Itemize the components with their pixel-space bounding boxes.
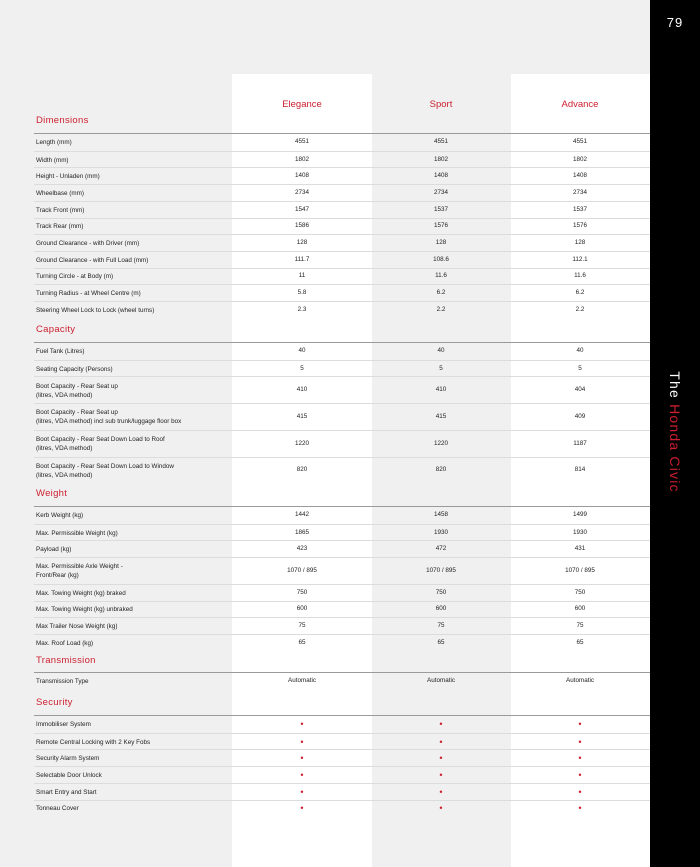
spec-row bbox=[34, 800, 650, 817]
spec-value: 1187 bbox=[573, 439, 587, 447]
spec-label bbox=[36, 562, 123, 580]
spec-row bbox=[34, 184, 650, 201]
spec-value: 404 bbox=[574, 386, 586, 394]
spec-label bbox=[36, 639, 93, 648]
standard-feature-dot: • bbox=[578, 718, 582, 729]
spec-row bbox=[34, 601, 650, 618]
column-header-sport: Sport bbox=[429, 99, 453, 110]
standard-feature-dot: • bbox=[439, 718, 443, 729]
spec-value: 6.2 bbox=[436, 289, 446, 297]
standard-feature-dot: • bbox=[439, 753, 443, 764]
spec-value: 40 bbox=[437, 346, 445, 354]
standard-feature-dot: • bbox=[439, 769, 443, 780]
spec-label bbox=[36, 738, 150, 747]
side-title-brand: Honda Civic bbox=[667, 404, 683, 493]
spec-value: 1408 bbox=[572, 172, 587, 180]
spec-label-line: Max. Towing Weight (kg) braked bbox=[36, 589, 126, 597]
spec-row bbox=[34, 343, 650, 360]
spec-label bbox=[36, 206, 84, 215]
spec-label-line: Max. Roof Load (kg) bbox=[36, 639, 94, 647]
spec-value: 4551 bbox=[294, 137, 309, 145]
spec-row bbox=[34, 403, 650, 430]
spec-label bbox=[36, 272, 113, 281]
spec-value: Automatic bbox=[566, 676, 594, 684]
spec-value: 415 bbox=[296, 412, 308, 420]
spec-value: 108.6 bbox=[433, 255, 449, 263]
spec-value: 600 bbox=[574, 605, 586, 613]
standard-feature-dot: • bbox=[300, 769, 304, 780]
spec-label bbox=[36, 771, 102, 780]
spec-value: 75 bbox=[298, 622, 306, 630]
spec-label bbox=[36, 788, 97, 797]
spec-row bbox=[34, 268, 650, 285]
spec-label-line: Max Trailer Nose Weight (kg) bbox=[36, 623, 118, 631]
spec-label-line: Kerb Weight (kg) bbox=[36, 511, 84, 519]
standard-feature-dot: • bbox=[439, 786, 443, 797]
spec-label bbox=[36, 382, 118, 400]
spec-label bbox=[36, 408, 181, 426]
spec-value: 1802 bbox=[572, 155, 587, 163]
standard-feature-dot: • bbox=[300, 803, 304, 814]
spec-label-line: Max. Permissible Axle Weight - bbox=[36, 563, 123, 571]
standard-feature-dot: • bbox=[300, 736, 304, 747]
standard-feature-dot: • bbox=[578, 803, 582, 814]
spec-value: 65 bbox=[576, 638, 584, 646]
spec-label-line: Fuel Tank (Litres) bbox=[36, 347, 85, 355]
spec-row bbox=[34, 716, 650, 733]
spec-label bbox=[36, 545, 71, 554]
spec-label-line: (litres, VDA method) bbox=[36, 445, 93, 453]
spec-value: 2734 bbox=[433, 188, 448, 196]
spec-value: 410 bbox=[296, 386, 308, 394]
spec-label bbox=[36, 435, 165, 453]
spec-value: 1220 bbox=[294, 439, 309, 447]
spec-row bbox=[34, 524, 650, 541]
spec-label bbox=[36, 462, 174, 480]
spec-value: 1576 bbox=[433, 222, 448, 230]
spec-value: 750 bbox=[435, 588, 447, 596]
spec-value: 600 bbox=[296, 605, 308, 613]
spec-row bbox=[34, 584, 650, 601]
spec-value: 40 bbox=[576, 346, 584, 354]
column-header-advance: Advance bbox=[561, 99, 599, 110]
spec-value: 415 bbox=[435, 412, 447, 420]
standard-feature-dot: • bbox=[439, 736, 443, 747]
spec-label bbox=[36, 605, 133, 614]
spec-value: 1865 bbox=[294, 528, 309, 536]
section-title-transmission: Transmission bbox=[36, 655, 96, 666]
spec-label-line: Boot Capacity - Rear Seat Down Load to Window bbox=[36, 462, 174, 470]
spec-value: 814 bbox=[574, 466, 586, 474]
spec-value: 2734 bbox=[572, 188, 587, 196]
standard-feature-dot: • bbox=[578, 786, 582, 797]
spec-label bbox=[36, 189, 84, 198]
spec-row bbox=[34, 201, 650, 218]
spec-label-line: Ground Clearance - with Full Load (mm) bbox=[36, 256, 149, 264]
spec-value: 2734 bbox=[294, 188, 309, 196]
spec-value: Automatic bbox=[427, 676, 455, 684]
spec-label-line: Transmission Type bbox=[36, 677, 89, 685]
spec-label bbox=[36, 289, 141, 298]
spec-value: 1930 bbox=[433, 528, 448, 536]
spec-label-line: Width (mm) bbox=[36, 156, 69, 164]
spec-label-line: Length (mm) bbox=[36, 138, 72, 146]
spec-label-line: Remote Central Locking with 2 Key Fobs bbox=[36, 738, 151, 746]
spec-label bbox=[36, 529, 118, 538]
spec-row bbox=[34, 151, 650, 168]
spec-label bbox=[36, 804, 79, 813]
spec-row bbox=[34, 430, 650, 457]
spec-value: 820 bbox=[435, 466, 447, 474]
spec-row bbox=[34, 301, 650, 318]
standard-feature-dot: • bbox=[300, 786, 304, 797]
standard-feature-dot: • bbox=[300, 753, 304, 764]
spec-value: 750 bbox=[574, 588, 586, 596]
spec-value: 6.2 bbox=[575, 289, 585, 297]
spec-value: Automatic bbox=[288, 676, 316, 684]
spec-label bbox=[36, 754, 99, 763]
spec-label-line: Front/Rear (kg) bbox=[36, 572, 79, 580]
section-title-security: Security bbox=[36, 697, 73, 708]
spec-value: 5 bbox=[439, 364, 443, 372]
spec-value: 2.2 bbox=[436, 305, 446, 313]
spec-value: 40 bbox=[298, 346, 306, 354]
spec-row bbox=[34, 557, 650, 584]
spec-label bbox=[36, 138, 72, 147]
spec-value: 1537 bbox=[572, 205, 587, 213]
spec-value: 75 bbox=[437, 622, 445, 630]
spec-label-line: Steering Wheel Lock to Lock (wheel turns) bbox=[36, 306, 155, 314]
spec-value: 750 bbox=[296, 588, 308, 596]
spec-value: 128 bbox=[296, 239, 308, 247]
spec-row bbox=[34, 733, 650, 750]
spec-value: 409 bbox=[574, 412, 586, 420]
spec-row bbox=[34, 218, 650, 235]
spec-row bbox=[34, 783, 650, 800]
spec-value: 600 bbox=[435, 605, 447, 613]
spec-row bbox=[34, 360, 650, 377]
spec-value: 128 bbox=[574, 239, 586, 247]
section-title-capacity: Capacity bbox=[36, 324, 76, 335]
spec-label-line: Tonneau Cover bbox=[36, 805, 79, 813]
spec-row bbox=[34, 457, 650, 484]
spec-value: 1802 bbox=[294, 155, 309, 163]
spec-label-line: Max. Towing Weight (kg) unbraked bbox=[36, 606, 133, 614]
spec-value: 11.6 bbox=[574, 272, 586, 280]
spec-value: 128 bbox=[435, 239, 447, 247]
spec-value: 1070 / 895 bbox=[426, 566, 456, 574]
side-title bbox=[667, 371, 683, 493]
spec-row bbox=[34, 540, 650, 557]
spec-label bbox=[36, 306, 154, 315]
spec-label bbox=[36, 239, 139, 248]
spec-row bbox=[34, 376, 650, 403]
spec-label bbox=[36, 222, 83, 231]
spec-label-line: (litres, VDA method) bbox=[36, 391, 93, 399]
spec-value: 1442 bbox=[294, 510, 309, 518]
spec-row bbox=[34, 634, 650, 651]
spec-label bbox=[36, 156, 69, 165]
spec-value: 4551 bbox=[572, 137, 587, 145]
spec-row bbox=[34, 507, 650, 524]
standard-feature-dot: • bbox=[578, 753, 582, 764]
spec-label-line: Selectable Door Unlock bbox=[36, 771, 102, 779]
spec-value: 1220 bbox=[433, 439, 448, 447]
spec-label-line: Turning Radius - at Wheel Centre (m) bbox=[36, 290, 141, 298]
spec-value: 1408 bbox=[294, 172, 309, 180]
spec-row bbox=[34, 251, 650, 268]
spec-label bbox=[36, 720, 91, 729]
spec-value: 111.7 bbox=[294, 255, 310, 263]
section-title-weight: Weight bbox=[36, 488, 68, 499]
spec-value: 11 bbox=[298, 272, 306, 280]
spec-value: 472 bbox=[435, 545, 447, 553]
spec-label bbox=[36, 365, 113, 374]
spec-value: 2.2 bbox=[575, 305, 585, 313]
spec-label-line: Turning Circle - at Body (m) bbox=[36, 273, 114, 281]
spec-value: 1802 bbox=[433, 155, 448, 163]
spec-value: 2.3 bbox=[297, 305, 307, 313]
spec-label-line: Boot Capacity - Rear Seat Down Load to Roof bbox=[36, 436, 165, 444]
spec-label-line: Height - Unladen (mm) bbox=[36, 173, 100, 181]
spec-row bbox=[34, 134, 650, 151]
spec-row bbox=[34, 749, 650, 766]
spec-value: 65 bbox=[437, 638, 445, 646]
spec-label-line: (litres, VDA method) incl sub trunk/luggage floor box bbox=[36, 418, 182, 426]
spec-label bbox=[36, 256, 148, 265]
spec-label-line: Smart Entry and Start bbox=[36, 788, 97, 796]
spec-label-line: Boot Capacity - Rear Seat up bbox=[36, 382, 118, 390]
spec-label-line: Immobiliser System bbox=[36, 720, 91, 728]
spec-row bbox=[34, 766, 650, 783]
side-title-the: The bbox=[667, 371, 683, 399]
spec-label-line: (litres, VDA method) bbox=[36, 471, 93, 479]
spec-label bbox=[36, 677, 89, 686]
spec-value: 1070 / 895 bbox=[287, 566, 317, 574]
spec-row bbox=[34, 234, 650, 251]
spec-value: 1537 bbox=[433, 205, 448, 213]
spec-value: 4551 bbox=[433, 137, 448, 145]
spec-value: 65 bbox=[298, 638, 306, 646]
spec-value: 1408 bbox=[433, 172, 448, 180]
standard-feature-dot: • bbox=[439, 803, 443, 814]
spec-value: 1070 / 895 bbox=[565, 566, 595, 574]
spec-label-line: Max. Permissible Weight (kg) bbox=[36, 529, 118, 537]
spec-label bbox=[36, 172, 100, 181]
spec-row bbox=[34, 284, 650, 301]
page-number: 79 bbox=[666, 15, 684, 30]
spec-value: 5.8 bbox=[297, 289, 307, 297]
spec-value: 1547 bbox=[294, 205, 309, 213]
section-title-dimensions: Dimensions bbox=[36, 115, 89, 126]
spec-value: 1576 bbox=[572, 222, 587, 230]
spec-label-line: Ground Clearance - with Driver (mm) bbox=[36, 240, 140, 248]
spec-label-line: Wheelbase (mm) bbox=[36, 189, 84, 197]
spec-label-line: Payload (kg) bbox=[36, 546, 72, 554]
spec-label-line: Track Front (mm) bbox=[36, 206, 85, 214]
spec-label-line: Seating Capacity (Persons) bbox=[36, 365, 113, 373]
standard-feature-dot: • bbox=[578, 769, 582, 780]
spec-value: 1930 bbox=[572, 528, 587, 536]
spec-value: 410 bbox=[435, 386, 447, 394]
spec-value: 112.1 bbox=[572, 255, 588, 263]
spec-row bbox=[34, 617, 650, 634]
spec-label-line: Boot Capacity - Rear Seat up bbox=[36, 409, 118, 417]
spec-value: 431 bbox=[574, 545, 586, 553]
spec-value: 820 bbox=[296, 466, 308, 474]
spec-label-line: Track Rear (mm) bbox=[36, 223, 84, 231]
spec-value: 75 bbox=[576, 622, 584, 630]
column-header-elegance: Elegance bbox=[282, 99, 322, 110]
spec-label bbox=[36, 589, 126, 598]
spec-label-line: Security Alarm System bbox=[36, 755, 100, 763]
standard-feature-dot: • bbox=[300, 718, 304, 729]
spec-row bbox=[34, 167, 650, 184]
standard-feature-dot: • bbox=[578, 736, 582, 747]
spec-label bbox=[36, 347, 85, 356]
spec-value: 1499 bbox=[572, 510, 587, 518]
spec-value: 5 bbox=[300, 364, 304, 372]
spec-value: 11.6 bbox=[435, 272, 447, 280]
spec-value: 423 bbox=[296, 545, 308, 553]
spec-value: 1458 bbox=[433, 510, 448, 518]
spec-label bbox=[36, 511, 83, 520]
spec-value: 1586 bbox=[294, 222, 309, 230]
sidebar bbox=[650, 0, 700, 867]
spec-row bbox=[34, 673, 650, 690]
spec-label bbox=[36, 622, 117, 631]
spec-value: 5 bbox=[578, 364, 582, 372]
